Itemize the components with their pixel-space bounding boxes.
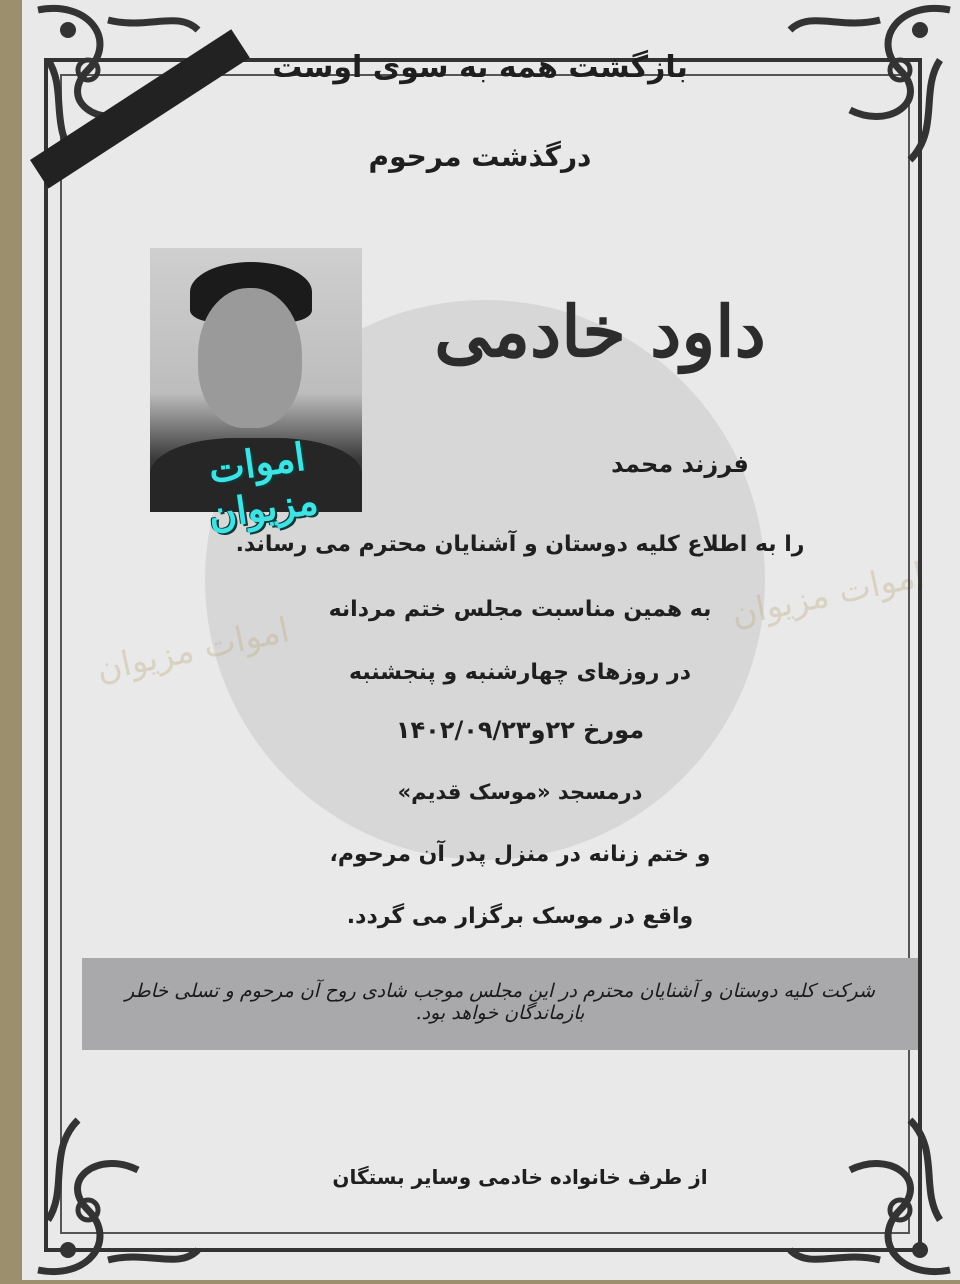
attendance-notice: شرکت کلیه دوستان و آشنایان محترم در این مجلس موجب شادی روح آن مرحوم و تسلی خاطر بازماندگان خواهد بود. — [125, 980, 875, 1024]
watermark-text: اموات مزیوان — [727, 555, 928, 635]
body-line-3: در روزهای چهارشنبه و پنجشنبه — [349, 660, 691, 685]
body-line-1: را به اطلاع کلیه دوستان و آشنایان محترم می رساند. — [235, 532, 805, 557]
deceased-name: داود خادمی — [434, 290, 766, 373]
body-line-7: واقع در موسک برگزار می گردد. — [346, 904, 694, 929]
body-line-2: به همین مناسبت مجلس ختم مردانه — [328, 597, 712, 622]
photo-caption: اموات مزیوان — [205, 433, 321, 538]
body-line-5: درمسجد «موسک قدیم» — [397, 780, 643, 804]
parentage: فرزند محمد — [611, 450, 749, 478]
ornament-bottom-left — [28, 1090, 208, 1280]
announcement-title: درگذشت مرحوم — [368, 140, 592, 173]
body-line-6: و ختم زنانه در منزل پدر آن مرحوم، — [329, 842, 711, 867]
body-line-4-date: مورخ ۲۲و۱۴۰۲/۰۹/۲۳ — [395, 716, 645, 744]
photo-face — [198, 288, 302, 428]
watermark-text: اموات مزیوان — [92, 610, 293, 690]
family-signature: از طرف خانواده خادمی وسایر بستگان — [332, 1165, 708, 1189]
opening-verse: بازگشت همه به سوی اوست — [272, 50, 688, 85]
